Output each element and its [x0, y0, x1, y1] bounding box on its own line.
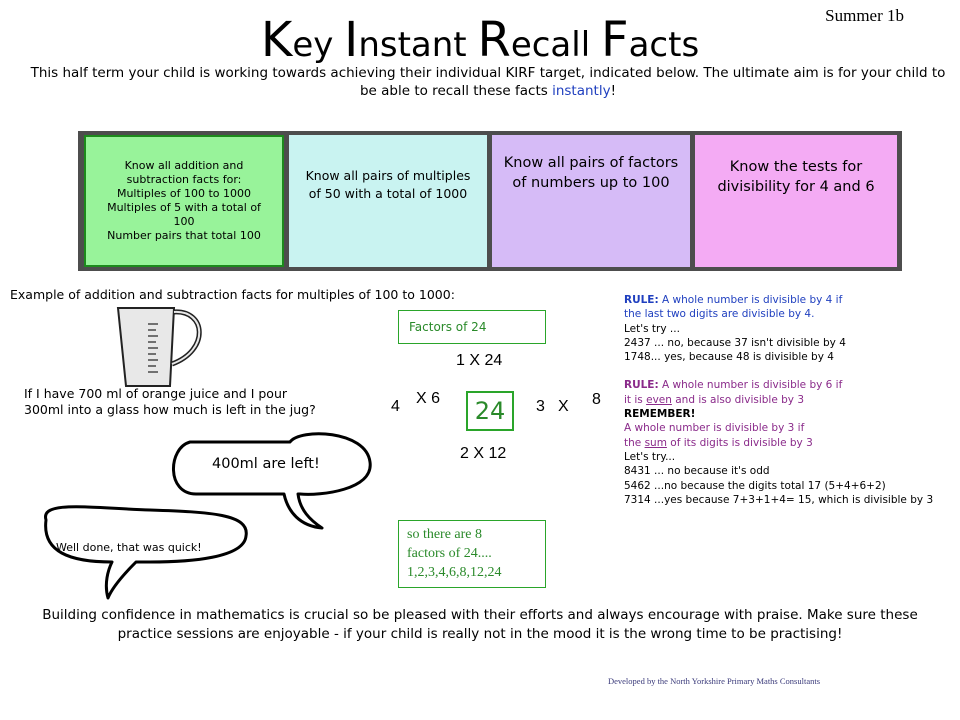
answer-bubble-text: 400ml are left! [212, 456, 320, 472]
page-title: Key Instant Recall Facts [260, 12, 700, 68]
speech-bubbles [0, 0, 400, 620]
factor-center-number: 24 [466, 391, 514, 431]
target-box-divisibility: Know the tests for divisibility for 4 and 6 [695, 135, 897, 267]
closing-paragraph: Building confidence in mathematics is crucial so be pleased with their efforts and always encourage with praise. Make sure these practice sessions are enjoyable - if your child is really not in the mood it is the wrong time to be practising! [42, 607, 918, 642]
factor-left-times: X 6 [416, 390, 441, 407]
factor-right-times: X [558, 398, 569, 415]
target-box-addition: Know all addition and subtraction facts for: Multiples of 100 to 1000 Multiples of 5 with a total of 100 Number pairs that total 100 [84, 135, 284, 267]
praise-bubble-text: Well done, that was quick! [56, 541, 202, 554]
term-label: Summer 1b [825, 6, 904, 25]
credit-line: Developed by the North Yorkshire Primary Maths Consultants [608, 676, 821, 686]
factor-right-number: 3 [536, 398, 545, 415]
target-box-multiples-50: Know all pairs of multiples of 50 with a total of 1000 [289, 135, 487, 267]
factor-pair-bottom: 2 X 12 [460, 445, 507, 462]
factor-right-eight: 8 [592, 391, 601, 408]
divisibility-rules: RULE: A whole number is divisible by 4 if the last two digits are divisible by 4. Let's try ... 2437 ... no, because 37 isn't divisible by 4 1748... yes, because 48 is divisible by 4 RULE: A whole number is divisible by 6 if it is even and is also divisible by 3 REMEMBER! A whole number is divisible by 3 if the sum of its digits is divisible by 3 Let's try... 8431 ... no because it's odd 5462 ...no because the digits total 17 (5+4+6+2) 7314 ...yes because 7+3+1+4= 15, which is divisible by 3 [624, 294, 934, 506]
juice-question: If I have 700 ml of orange juice and I pour 300ml into a glass how much is left in the jug? [24, 386, 316, 417]
factors-summary-box: so there are 8 factors of 24.... 1,2,3,4,6,8,12,24 [398, 520, 546, 588]
factor-pair-top: 1 X 24 [456, 352, 503, 369]
example-heading: Example of addition and subtraction facts for multiples of 100 to 1000: [10, 287, 455, 302]
factor-left-number: 4 [391, 398, 400, 415]
factors-label-box: Factors of 24 [398, 310, 546, 344]
target-box-factors: Know all pairs of factors of numbers up to 100 [492, 135, 690, 267]
intro-text: This half term your child is working towards achieving their individual KIRF target, indicated below. The ultimate aim is for your child to be able to recall these facts instantly! [30, 65, 946, 99]
